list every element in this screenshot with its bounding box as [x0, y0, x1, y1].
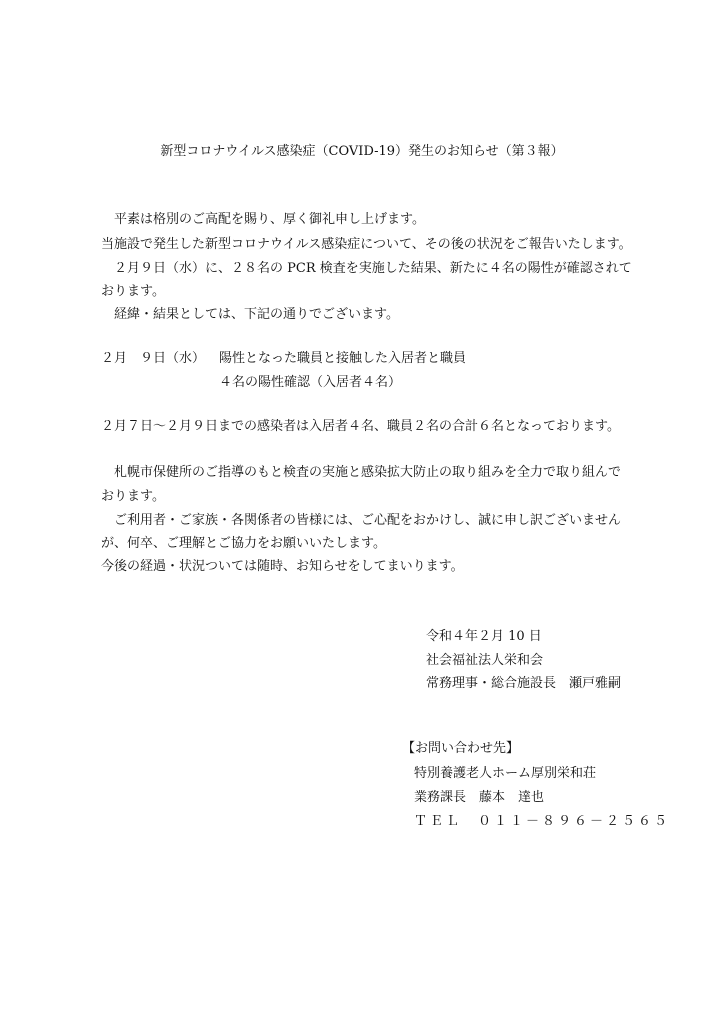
intro-line-details: 経緯・結果としては、下記の通りでございます。 [114, 307, 399, 322]
signature-person: 常務理事・総合施設長 瀬戸雅嗣 [426, 676, 622, 691]
record-date: ２月 ９日（水） [101, 351, 206, 366]
document-title: 新型コロナウイルス感染症（COVID-19）発生のお知らせ（第３報） [160, 144, 564, 159]
contact-person: 業務課長 藤本 達也 [414, 790, 545, 805]
intro-line-greeting: 平素は格別のご高配を賜り、厚く御礼申し上げます。 [114, 212, 425, 227]
closing-line-apology: ご利用者・ご家族・各関係者の皆様には、ご心配をおかけし、誠に申し訳ございません [114, 513, 622, 528]
intro-line-report: 当施設で発生した新型コロナウイルス感染症について、その後の状況をご報告いたします。 [101, 237, 632, 252]
intro-line-pcr: ２月９日（水）に、２８名の PCR 検査を実施した結果、新たに４名の陽性が確認されて [114, 261, 632, 276]
summary-line: ２月７日～２月９日までの感染者は入居者４名、職員２名の合計６名となっております。 [101, 419, 620, 434]
record-line-positive: ４名の陽性確認（入居者４名） [219, 375, 402, 390]
signature-date: 令和４年２月 10 日 [426, 629, 542, 644]
closing-line-updates: 今後の経過・状況ついては随時、お知らせをしてまいります。 [101, 559, 464, 574]
closing-line-health-center: 札幌市保健所のご指導のもと検査の実施と感染拡大防止の取り組みを全力で取り組んで [114, 465, 622, 480]
contact-heading: 【お問い合わせ先】 [402, 741, 520, 756]
contact-facility: 特別養護老人ホーム厚別栄和荘 [414, 766, 597, 781]
record-line-contact: 陽性となった職員と接触した入居者と職員 [219, 351, 467, 366]
intro-line-pcr-cont: おります。 [101, 284, 165, 299]
closing-line-health-center-cont: おります。 [101, 489, 165, 504]
signature-org: 社会福祉法人栄和会 [426, 653, 544, 668]
contact-tel: ＴＥＬ ０１１－８９６－２５６５ [414, 814, 671, 829]
closing-line-apology-cont: が、何卒、ご理解とご協力をお願いいたします。 [101, 536, 386, 551]
